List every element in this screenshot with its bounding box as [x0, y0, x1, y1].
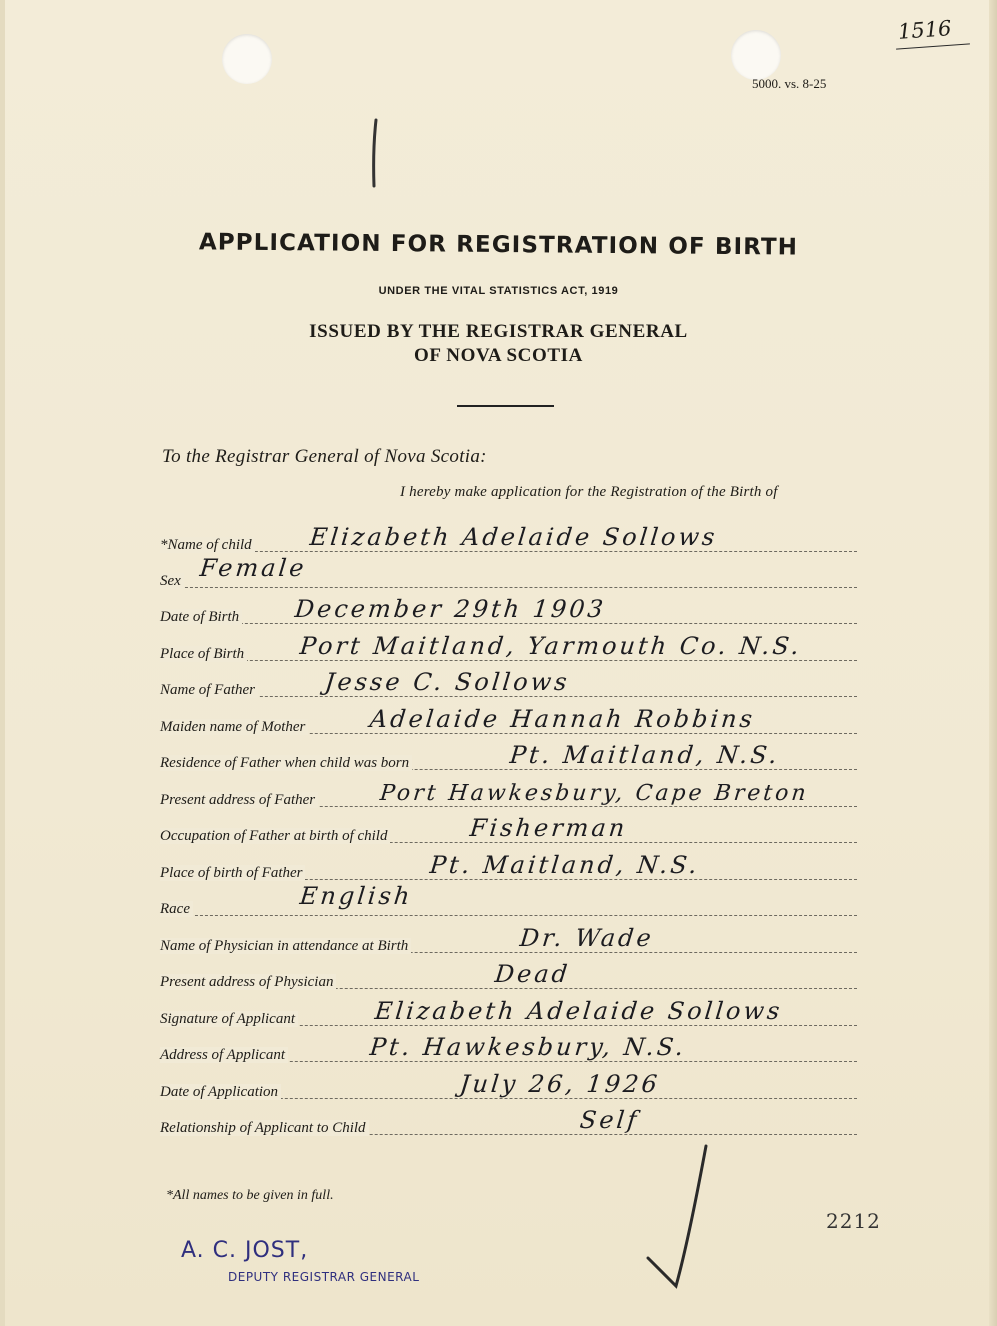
field-label: Occupation of Father at birth of child: [160, 828, 390, 844]
field-place-of-birth-of-father: [160, 851, 857, 882]
issuer-line-1: ISSUED BY THE REGISTRAR GENERAL: [309, 321, 688, 342]
field-label: Residence of Father when child was born: [160, 755, 412, 771]
field-label: *Name of child: [160, 537, 255, 553]
field-value: Self: [578, 1106, 641, 1134]
title-divider: [457, 405, 554, 407]
field-value: Dead: [493, 960, 572, 988]
stamp-name: A. C. JOST,: [181, 1238, 309, 1263]
field-sex: [160, 554, 857, 590]
field-label: Present address of Physician: [160, 974, 336, 990]
field-residence-of-father: [160, 741, 857, 772]
salutation: To the Registrar General of Nova Scotia:: [162, 446, 487, 467]
field-value: Elizabeth Adelaide Sollows: [373, 997, 784, 1025]
intro-text: I hereby make application for the Registration of the Birth of: [400, 484, 778, 500]
field-value: Port Maitland, Yarmouth Co. N.S.: [298, 632, 804, 660]
field-label: Signature of Applicant: [160, 1011, 298, 1027]
field-label: Place of Birth: [160, 646, 247, 662]
field-address-of-applicant: [160, 1033, 857, 1064]
field-relationship-to-child: [160, 1106, 857, 1137]
punch-hole-left: [222, 34, 272, 84]
document-number: 2212: [826, 1209, 881, 1233]
field-race: [160, 882, 857, 918]
field-name-of-father: [160, 668, 857, 699]
field-label: Date of Application: [160, 1084, 281, 1100]
field-label: Date of Birth: [160, 609, 242, 625]
field-date-of-application: [160, 1070, 857, 1101]
archive-number: 1516: [897, 16, 953, 44]
field-present-address-of-father: [160, 781, 857, 809]
field-value: Adelaide Hannah Robbins: [368, 705, 757, 733]
ink-stroke-mark: [370, 118, 380, 188]
field-label: Relationship of Applicant to Child: [160, 1120, 369, 1136]
field-value: Elizabeth Adelaide Sollows: [308, 523, 719, 551]
field-label: Place of birth of Father: [160, 865, 305, 881]
issuer-block: [0, 320, 997, 368]
field-value: Jesse C. Sollows: [323, 668, 572, 696]
paper-edge-left: [0, 0, 5, 1326]
field-value: English: [298, 882, 414, 910]
field-label: Maiden name of Mother: [160, 719, 308, 735]
field-name-of-physician: [160, 924, 857, 955]
punch-hole-right: [731, 30, 781, 80]
field-value: December 29th 1903: [293, 595, 608, 623]
field-label: Race: [160, 901, 193, 917]
field-label: Sex: [160, 573, 184, 589]
field-occupation-of-father: [160, 814, 857, 845]
field-label: Address of Applicant: [160, 1047, 288, 1063]
field-value: Pt. Maitland, N.S.: [508, 741, 782, 769]
footnote: *All names to be given in full.: [166, 1188, 334, 1203]
field-value: Dr. Wade: [518, 924, 656, 952]
field-date-of-birth: [160, 595, 857, 626]
stamp-title: DEPUTY REGISTRAR GENERAL: [228, 1270, 420, 1284]
paper-edge-right: [989, 0, 997, 1326]
issuer-line-2: OF NOVA SCOTIA: [414, 345, 583, 366]
field-value: Port Hawkesbury, Cape Breton: [378, 781, 810, 806]
form-code: 5000. vs. 8-25: [752, 76, 827, 91]
field-label: Name of Physician in attendance at Birth: [160, 938, 411, 954]
field-value: Female: [198, 554, 308, 582]
field-value: Pt. Hawkesbury, N.S.: [368, 1033, 688, 1061]
field-signature-of-applicant: [160, 997, 857, 1028]
field-value: July 26, 1926: [458, 1070, 662, 1098]
field-value: Fisherman: [468, 814, 629, 842]
field-value: Pt. Maitland, N.S.: [428, 851, 702, 879]
field-label: Present address of Father: [160, 792, 318, 808]
form-title: APPLICATION FOR REGISTRATION OF BIRTH: [198, 229, 799, 261]
field-label: Name of Father: [160, 682, 258, 698]
field-name-of-child: [160, 523, 857, 554]
check-mark-icon: [640, 1140, 720, 1290]
field-present-address-of-physician: [160, 960, 857, 991]
form-subtitle: UNDER THE VITAL STATISTICS ACT, 1919: [378, 285, 619, 297]
field-place-of-birth: [160, 632, 857, 663]
field-maiden-name-of-mother: [160, 705, 857, 736]
